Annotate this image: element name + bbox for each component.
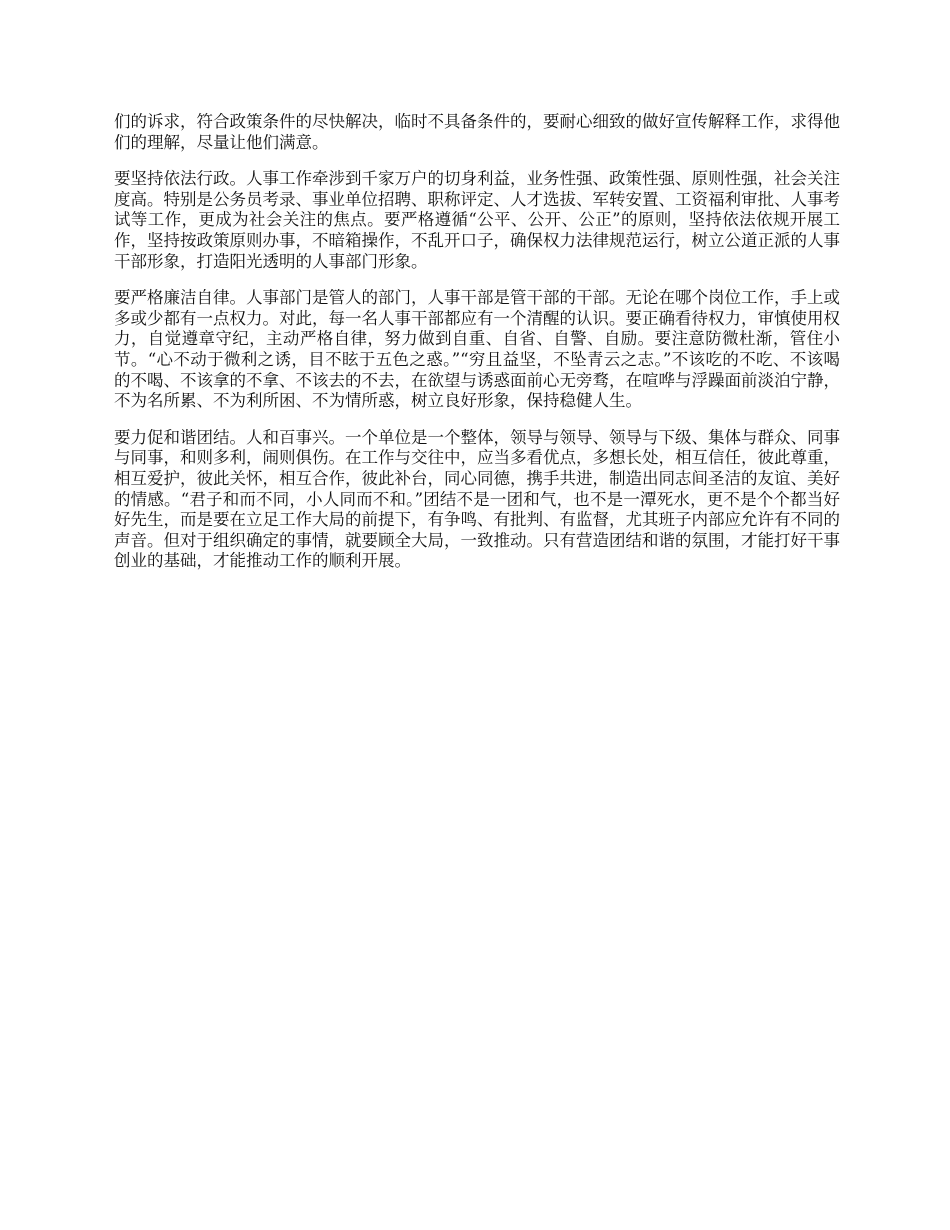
paragraph-harmony-unity: 要力促和谐团结。人和百事兴。一个单位是一个整体，领导与领导、领导与下级、集体与群众、同事与同事，和则多利，闹则俱伤。在工作与交往中，应当多看优点，多想长处，相互信任，彼此尊重，相互爱护，彼此关怀，相互合作，彼此补台，同心同德，携手共进，制造出同志间圣洁的友谊、美好的情感。“君子和而不同，小人同而不和。”团结不是一团和气，也不是一潭死水，更不是个个都当好好先生，而是要在立足工作大局的前提下，有争鸣、有批判、有监督，尤其班子内部应允许有不同的声音。但对于组织确定的事情，就要顾全大局，一致推动。只有营造团结和谐的氛围，才能打好干事创业的基础，才能推动工作的顺利开展。 <box>114 427 840 571</box>
paragraph-lawful-administration: 要坚持依法行政。人事工作牵涉到千家万户的切身利益，业务性强、政策性强、原则性强，社会关注度高。特别是公务员考录、事业单位招聘、职称评定、人才选拔、军转安置、工资福利审批、人事考试等工作，更成为社会关注的焦点。要严格遵循“公平、公开、公正”的原则，坚持依法依规开展工作，坚持按政策原则办事，不暗箱操作，不乱开口子，确保权力法律规范运行，树立公道正派的人事干部形象，打造阳光透明的人事部门形象。 <box>114 169 840 271</box>
document-page <box>114 112 840 588</box>
paragraph-self-discipline: 要严格廉洁自律。人事部门是管人的部门，人事干部是管干部的干部。无论在哪个岗位工作，手上或多或少都有一点权力。对此，每一名人事干部都应有一个清醒的认识。要正确看待权力，审慎使用权力，自觉遵章守纪，主动严格自律，努力做到自重、自省、自警、自励。要注意防微杜渐，管住小节。“心不动于微利之诱，目不眩于五色之惑。”“穷且益坚，不坠青云之志。”不该吃的不吃、不该喝的不喝、不该拿的不拿、不该去的不去，在欲望与诱惑面前心无旁骛，在喧哗与浮躁面前淡泊宁静，不为名所累、不为利所困、不为情所惑，树立良好形象，保持稳健人生。 <box>114 288 840 411</box>
paragraph-continuation: 们的诉求，符合政策条件的尽快解决，临时不具备条件的，要耐心细致的做好宣传解释工作，求得他们的理解，尽量让他们满意。 <box>114 112 840 152</box>
